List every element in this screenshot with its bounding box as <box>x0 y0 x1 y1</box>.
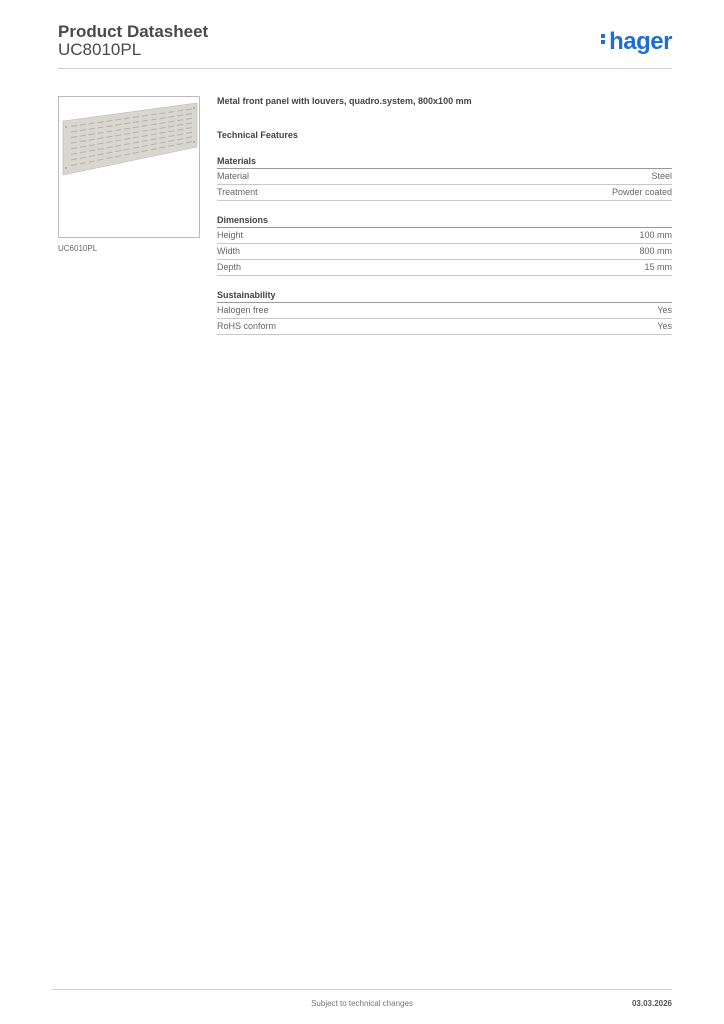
page-title: Product Datasheet <box>58 22 209 41</box>
spec-row <box>217 319 672 335</box>
spec-row <box>217 185 672 201</box>
spec-row <box>217 303 672 319</box>
page-footer <box>52 989 672 1020</box>
technical-features-heading: Technical Features <box>217 130 298 140</box>
louvered-panel-icon <box>59 97 199 237</box>
spec-label: Width <box>217 246 241 256</box>
spec-row <box>217 228 672 244</box>
spec-label: Halogen free <box>217 305 269 315</box>
spec-value: Yes <box>657 321 672 331</box>
spec-value: 15 mm <box>644 262 672 272</box>
datasheet-content <box>217 96 672 335</box>
spec-value: Yes <box>657 305 672 315</box>
product-description: Metal front panel with louvers, quadro.system, 800x100 mm <box>217 96 472 106</box>
spec-row <box>217 244 672 260</box>
spec-value: Steel <box>651 171 672 181</box>
footer-note: Subject to technical changes <box>311 999 413 1008</box>
spec-row <box>217 169 672 185</box>
spec-label: Treatment <box>217 187 258 197</box>
product-image <box>58 96 200 238</box>
feature-sections <box>217 156 672 335</box>
footer-date: 03.03.2026 <box>631 999 672 1008</box>
page-header <box>58 20 672 69</box>
spec-row <box>217 260 672 276</box>
section-title: Dimensions <box>217 215 672 228</box>
image-caption: UC6010PL <box>58 244 98 253</box>
spec-label: Depth <box>217 262 242 272</box>
section-title: Sustainability <box>217 290 672 303</box>
product-code: UC8010PL <box>58 40 142 59</box>
spec-value: 100 mm <box>639 230 672 240</box>
spec-value: 800 mm <box>639 246 672 256</box>
brand-name: hager <box>609 28 672 55</box>
spec-label: RoHS conform <box>217 321 277 331</box>
logo-dots-icon <box>601 32 607 46</box>
hager-logo <box>601 28 672 56</box>
spec-value: Powder coated <box>611 187 672 197</box>
spec-label: Height <box>217 230 244 240</box>
spec-label: Material <box>217 171 250 181</box>
section-title: Materials <box>217 156 672 169</box>
